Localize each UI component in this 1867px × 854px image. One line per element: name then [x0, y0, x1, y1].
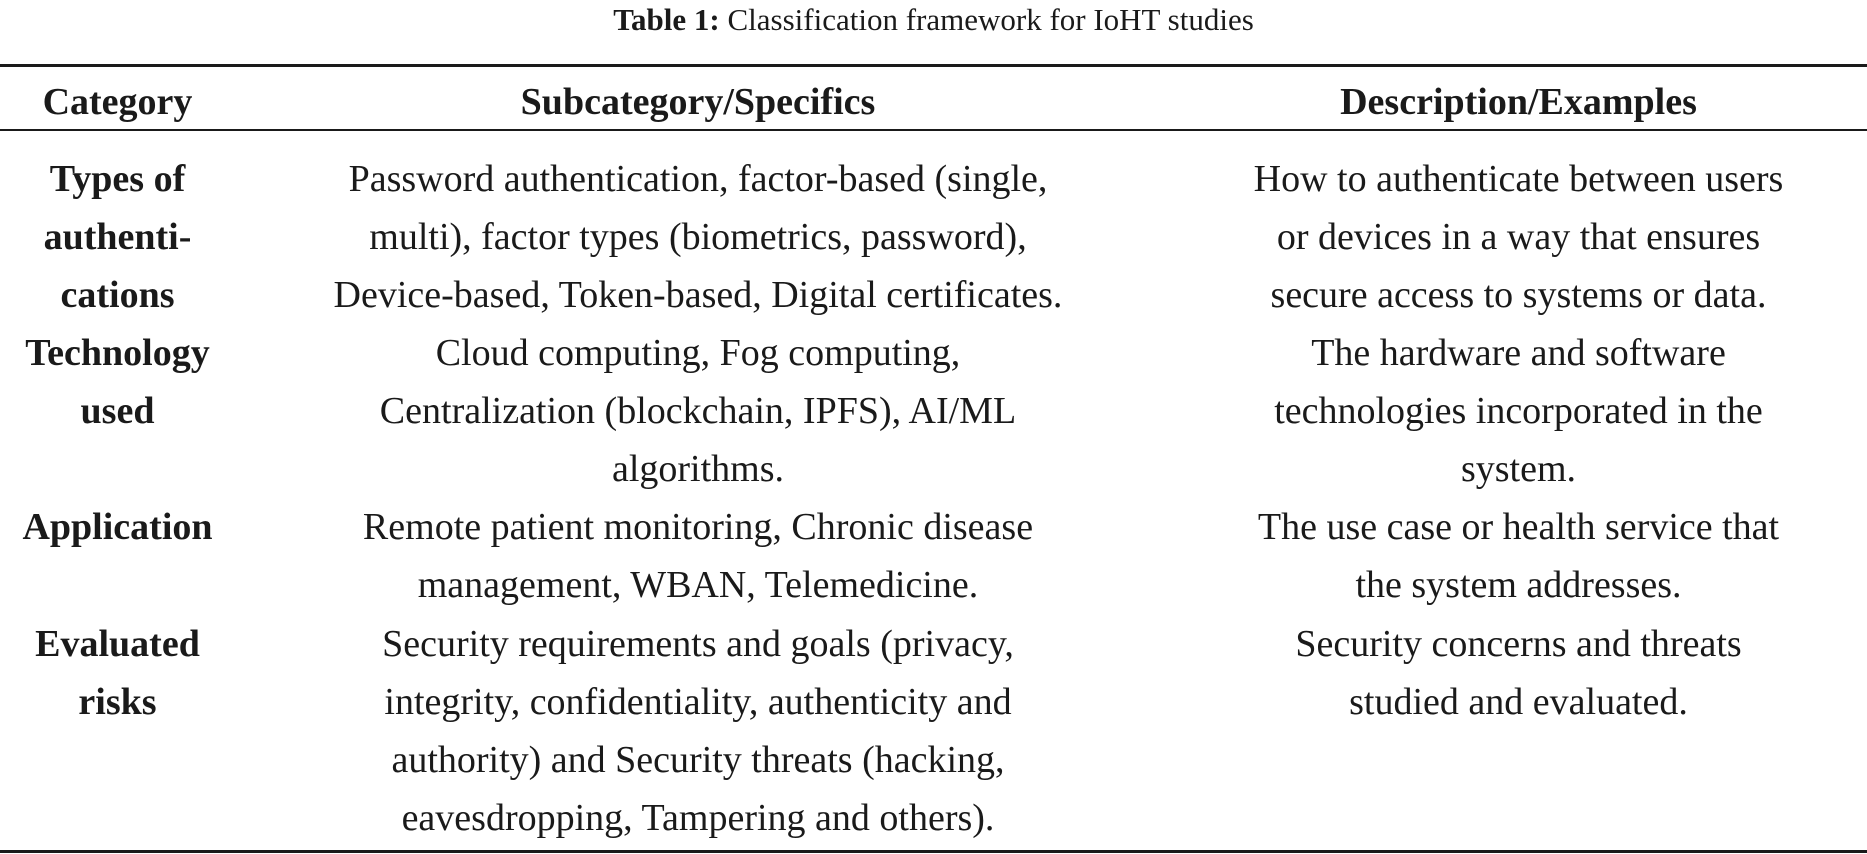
header-description: Description/Examples [1340, 81, 1697, 123]
category-text: Evaluated [35, 623, 200, 665]
subcategory-cell [240, 150, 1156, 324]
subcategory-text: eavesdropping, Tampering and others). [401, 797, 995, 839]
category-cell [0, 615, 235, 731]
description-cell [1170, 150, 1867, 324]
caption-label: Table 1: [613, 2, 720, 37]
subcategory-text: management, WBAN, Telemedicine. [417, 564, 979, 606]
description-text: system. [1460, 448, 1577, 490]
subcategory-text: Cloud computing, Fog computing, [435, 332, 961, 374]
subcategory-text: Device-based, Token-based, Digital certificates. [333, 274, 1063, 316]
category-text: Technology [25, 332, 210, 374]
subcategory-cell [240, 498, 1156, 614]
description-cell [1170, 615, 1867, 731]
description-text: How to authenticate between users [1253, 158, 1784, 200]
subcategory-cell [240, 324, 1156, 498]
header-category: Category [42, 81, 193, 123]
description-cell [1170, 324, 1867, 498]
category-cell [0, 150, 235, 324]
subcategory-text: authority) and Security threats (hacking, [391, 739, 1005, 781]
subcategory-text: algorithms. [611, 448, 785, 490]
table-top-rule [0, 64, 1867, 67]
description-text: or devices in a way that ensures [1276, 216, 1761, 258]
category-text: used [80, 390, 155, 432]
subcategory-cell [240, 615, 1156, 847]
description-text: The use case or health service that [1257, 506, 1780, 548]
header-rule [0, 129, 1867, 131]
description-text: the system addresses. [1355, 564, 1682, 606]
category-text: risks [78, 681, 157, 723]
subcategory-text: Remote patient monitoring, Chronic disease [362, 506, 1034, 548]
category-text: cations [60, 274, 175, 316]
category-cell [0, 324, 235, 440]
description-text: technologies incorporated in the [1274, 390, 1763, 432]
subcategory-text: Centralization (blockchain, IPFS), AI/ML [379, 390, 1017, 432]
description-text: studied and evaluated. [1349, 681, 1688, 723]
subcategory-text: multi), factor types (biometrics, password), [369, 216, 1027, 258]
category-text: authenti- [43, 216, 192, 258]
subcategory-text: Password authentication, factor-based (single, [348, 158, 1048, 200]
table-caption [0, 0, 1867, 40]
category-text: Application [22, 506, 213, 548]
description-text: secure access to systems or data. [1270, 274, 1767, 316]
table-bottom-rule [0, 850, 1867, 853]
description-text: Security concerns and threats [1295, 623, 1742, 665]
category-text: Types of [49, 158, 186, 200]
header-subcategory: Subcategory/Specifics [520, 81, 876, 123]
category-cell [0, 498, 235, 556]
subcategory-text: Security requirements and goals (privacy, [382, 623, 1014, 665]
caption-text: Classification framework for IoHT studies [727, 2, 1254, 37]
subcategory-text: integrity, confidentiality, authenticity and [384, 681, 1012, 723]
description-text: The hardware and software [1311, 332, 1726, 374]
description-cell [1170, 498, 1867, 614]
